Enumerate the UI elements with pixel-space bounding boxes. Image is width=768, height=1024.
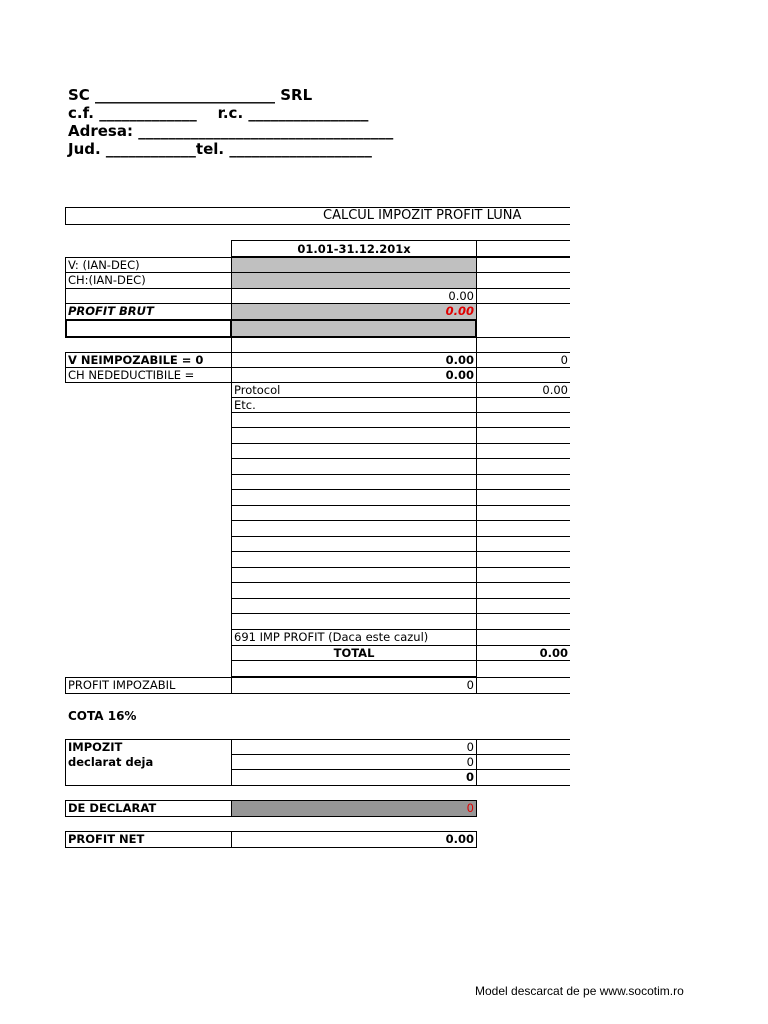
empty-cell xyxy=(231,412,477,428)
cf-rc-line: c.f. _____________ r.c. ________________ xyxy=(68,104,369,122)
impozit-diff-value: 0 xyxy=(231,769,477,786)
ch-label: CH:(IAN-DEC) xyxy=(65,272,232,289)
ch-value-cell[interactable] xyxy=(231,272,477,289)
period-header: 01.01-31.12.201x xyxy=(231,240,477,257)
declarat-label: declarat deja xyxy=(65,754,232,770)
cota-label: COTA 16% xyxy=(68,709,137,723)
title-box xyxy=(65,207,570,225)
empty-cell xyxy=(231,427,477,444)
empty-cell xyxy=(231,520,477,537)
profit-net-value: 0.00 xyxy=(231,831,477,848)
empty-cell xyxy=(65,288,232,304)
impozit-value: 0 xyxy=(231,739,477,755)
empty-cell xyxy=(231,551,477,568)
empty-cell xyxy=(231,474,477,490)
empty-cell xyxy=(476,677,570,694)
empty-cell xyxy=(231,337,477,353)
empty-cell xyxy=(231,598,477,614)
total-label: TOTAL xyxy=(231,645,477,661)
empty-cell xyxy=(476,427,570,444)
empty-cell xyxy=(476,412,570,428)
empty-cell xyxy=(476,240,570,257)
empty-cell xyxy=(231,582,477,599)
total-value: 0.00 xyxy=(476,645,570,661)
protocol-label: Protocol xyxy=(231,382,477,398)
de-declarat-label: DE DECLARAT xyxy=(65,800,232,817)
empty-cell xyxy=(476,337,570,353)
county-phone-line: Jud. ____________tel. ___________________ xyxy=(68,140,372,158)
empty-cell xyxy=(231,489,477,506)
empty-cell xyxy=(231,567,477,583)
empty-cell xyxy=(476,598,570,614)
empty-cell xyxy=(476,288,570,304)
v-neimpozabile-extra: 0 xyxy=(476,352,570,368)
empty-cell xyxy=(476,505,570,521)
empty-cell xyxy=(476,272,570,289)
profit-brut-value: 0.00 xyxy=(231,303,477,320)
imp-profit-label: 691 IMP PROFIT (Daca este cazul) xyxy=(231,629,477,646)
protocol-value: 0.00 xyxy=(476,382,570,398)
empty-cell xyxy=(476,367,570,383)
empty-cell xyxy=(476,474,570,490)
grey-input-cell[interactable] xyxy=(230,319,477,338)
empty-cell xyxy=(476,397,570,413)
empty-cell xyxy=(476,629,570,646)
v-neimpozabile-value: 0.00 xyxy=(231,352,477,368)
ch-nedeductibile-value: 0.00 xyxy=(231,367,477,383)
empty-cell xyxy=(476,613,570,630)
profit-impozabil-value: 0 xyxy=(231,677,477,694)
declarat-value: 0 xyxy=(231,754,477,770)
empty-cell xyxy=(476,754,570,770)
footer-source: Model descarcat de pe www.socotim.ro xyxy=(475,984,684,998)
empty-cell xyxy=(476,582,570,599)
empty-cell xyxy=(231,458,477,475)
etc-label: Etc. xyxy=(231,397,477,413)
empty-cell xyxy=(476,520,570,537)
empty-cell xyxy=(231,613,477,630)
empty-cell xyxy=(65,769,232,786)
empty-cell xyxy=(476,769,570,786)
empty-cell xyxy=(476,458,570,475)
empty-cell xyxy=(476,257,570,273)
empty-input-cell[interactable] xyxy=(65,319,232,338)
empty-cell xyxy=(476,536,570,552)
empty-cell xyxy=(231,505,477,521)
de-declarat-value: 0 xyxy=(231,800,477,817)
company-name-line: SC ________________________ SRL xyxy=(68,86,313,104)
empty-cell xyxy=(476,551,570,568)
v-value-cell[interactable] xyxy=(231,257,477,273)
page-title: CALCUL IMPOZIT PROFIT LUNA xyxy=(323,208,522,223)
diff-value: 0.00 xyxy=(231,288,477,304)
profit-brut-label: PROFIT BRUT xyxy=(65,303,232,320)
address-line: Adresa: __________________________________ xyxy=(68,122,394,140)
v-label: V: (IAN-DEC) xyxy=(65,257,232,273)
empty-cell xyxy=(476,567,570,583)
empty-cell xyxy=(231,536,477,552)
empty-cell xyxy=(476,489,570,506)
profit-impozabil-label: PROFIT IMPOZABIL xyxy=(65,677,232,694)
empty-cell xyxy=(231,660,477,677)
ch-nedeductibile-label: CH NEDEDUCTIBILE = xyxy=(65,367,232,383)
v-neimpozabile-label: V NEIMPOZABILE = 0 xyxy=(65,352,232,368)
profit-net-label: PROFIT NET xyxy=(65,831,232,848)
impozit-label: IMPOZIT xyxy=(65,739,232,755)
empty-cell xyxy=(231,443,477,459)
empty-cell xyxy=(476,739,570,755)
empty-cell xyxy=(476,443,570,459)
